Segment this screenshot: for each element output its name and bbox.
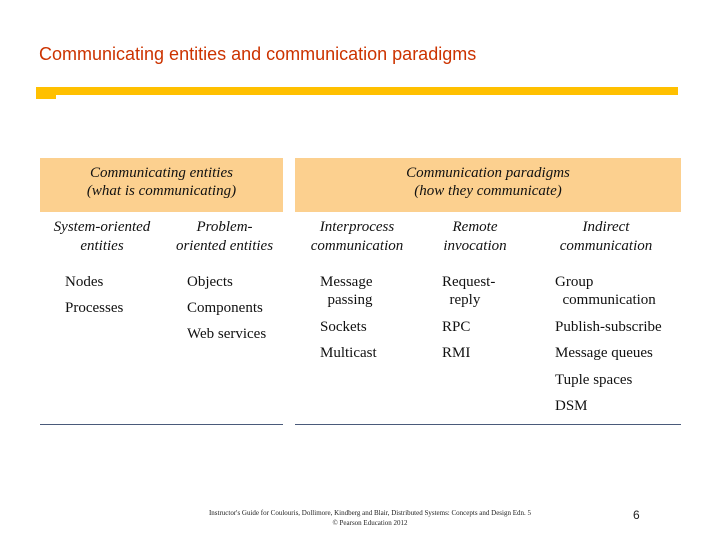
list-item: Request- reply <box>442 274 496 308</box>
list-item: Multicast <box>320 345 377 361</box>
paradigms-header-line1: Communication paradigms <box>406 165 570 181</box>
list-item: Web services <box>187 326 267 342</box>
column-heading-line1: Interprocess <box>319 219 395 235</box>
list-item: RMI <box>442 345 471 361</box>
list-item: Message passing <box>320 274 373 308</box>
table-bottom-rule-left <box>40 424 283 425</box>
title-underline-accent <box>36 87 56 99</box>
list-item: Processes <box>65 300 124 316</box>
list-item: Message queues <box>555 345 653 361</box>
title-underline-bar <box>36 87 678 95</box>
list-item: Group communication <box>555 274 656 308</box>
page-number: 6 <box>633 508 640 522</box>
column-heading-line1: Indirect <box>582 219 630 235</box>
list-item: Nodes <box>65 274 104 290</box>
list-item: Components <box>187 300 263 316</box>
column-heading-remote-invocation <box>420 218 530 256</box>
column-heading-line2: communication <box>310 238 404 254</box>
paradigms-header <box>295 164 681 200</box>
column-heading-indirect <box>545 218 667 256</box>
column-heading-line1: Problem- <box>196 219 253 235</box>
column-heading-line1: System-oriented <box>53 219 151 235</box>
footer-line2: © Pearson Education 2012 <box>332 519 408 527</box>
table-bottom-rule-right <box>295 424 681 425</box>
column-heading-interprocess <box>298 218 416 256</box>
list-item: DSM <box>555 398 588 414</box>
entities-header <box>40 164 283 200</box>
column-heading-line2: oriented entities <box>175 238 274 254</box>
column-heading-line2: invocation <box>443 238 507 254</box>
column-heading-system-oriented <box>40 218 164 256</box>
list-item: Sockets <box>320 319 367 335</box>
list-item: Publish-subscribe <box>555 319 662 335</box>
footer-line1: Instructor's Guide for Coulouris, Dollimore, Kindberg and Blair, Distributed Systems: Concepts and Design Edn. 5 <box>208 509 532 517</box>
entities-header-line2: (what is communicating) <box>86 183 237 199</box>
footer-credit <box>170 508 570 528</box>
column-heading-line1: Remote <box>452 219 498 235</box>
column-heading-problem-oriented <box>166 218 283 256</box>
column-heading-line2: entities <box>80 238 124 254</box>
list-item: Tuple spaces <box>555 372 633 388</box>
slide-title: Communicating entities and communication paradigms <box>39 44 477 64</box>
entities-header-line1: Communicating entities <box>90 165 233 181</box>
list-item: RPC <box>442 319 471 335</box>
paradigms-header-line2: (how they communicate) <box>414 183 562 199</box>
column-heading-line2: communication <box>559 238 653 254</box>
list-item: Objects <box>187 274 233 290</box>
